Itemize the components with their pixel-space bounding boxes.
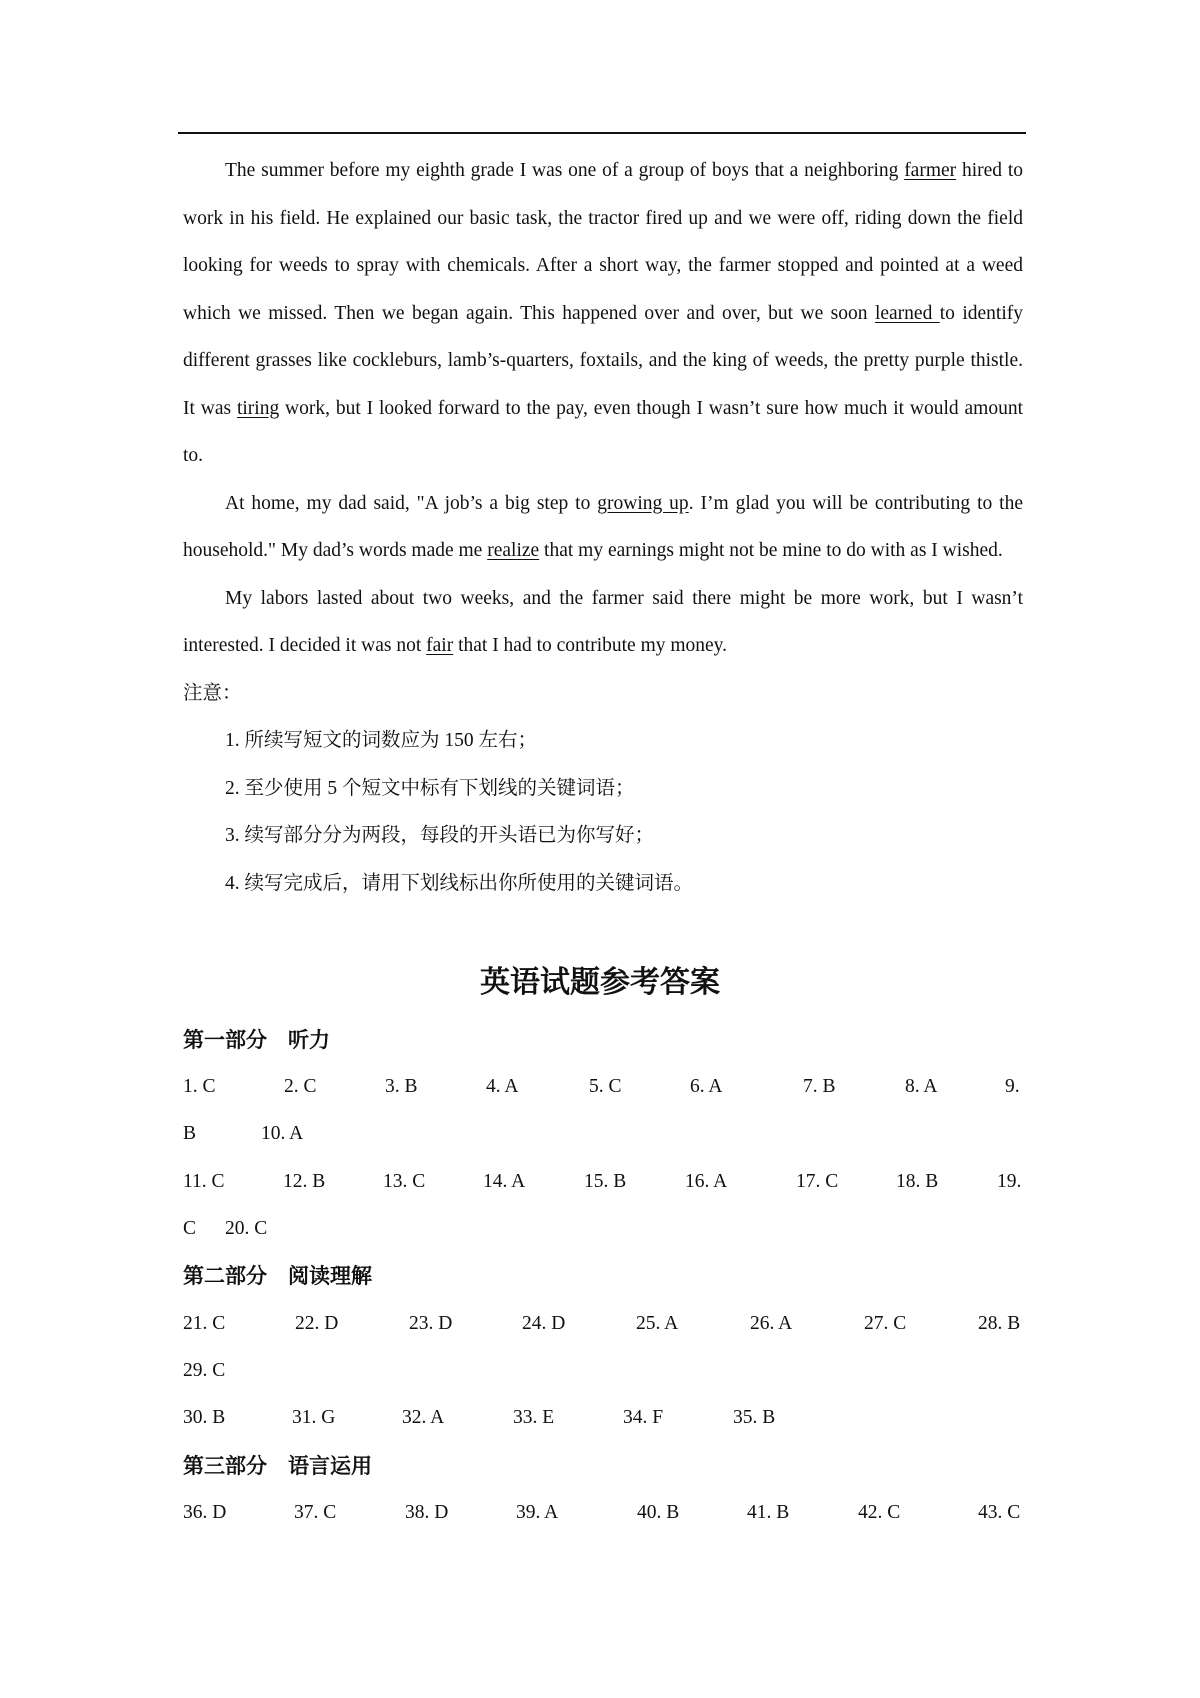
note-item-3: 3. 续写部分分为两段，每段的开头语已为你写好；	[225, 825, 655, 846]
keyword-realize: realize	[487, 540, 540, 561]
text-run: My labors lasted about two weeks, and the farmer said there might be more work, but I wasn’t interested. I decided it was not	[183, 587, 1023, 656]
keyword-tiring: tiring	[236, 397, 280, 419]
answer-item: 39. A	[516, 1502, 559, 1523]
answer-item: 16. A	[685, 1171, 728, 1192]
answer-item: 28. B	[978, 1313, 1021, 1334]
text-run: to identify different grasses like cockleburs, lamb’s-quarters, foxtails, and the king of weeds, the pretty purple thistle. It was	[183, 302, 1023, 419]
answer-item: 37. C	[294, 1502, 337, 1523]
keyword-growing-up: growing up	[597, 492, 689, 514]
text-run: . I’m glad you will be contributing to the household." My dad’s words made me	[183, 492, 1023, 561]
answer-item: 18. B	[896, 1171, 939, 1192]
answer-row	[183, 1209, 1028, 1249]
keyword-farmer: farmer	[904, 160, 957, 181]
answer-item: 26. A	[750, 1313, 793, 1334]
note-item-4: 4. 续写完成后，请用下划线标出你所使用的关键词语。	[225, 872, 694, 894]
answer-item: 5. C	[589, 1076, 622, 1097]
part2-heading: 第二部分 阅读理解	[183, 1264, 372, 1288]
answer-item: 22. D	[295, 1313, 339, 1334]
answer-item: 3. B	[385, 1076, 418, 1097]
answer-item: 35. B	[733, 1407, 776, 1428]
passage-paragraph-3	[183, 575, 1023, 670]
answer-item: 27. C	[864, 1313, 907, 1334]
part1-heading: 第一部分 听力	[183, 1028, 330, 1052]
answer-item: C	[183, 1218, 197, 1239]
answer-item: 13. C	[383, 1171, 426, 1192]
text-run: hired to work in his field. He explained our basic task, the tractor fired up and we were off, riding down the field looking for weeds to spray with chemicals. After a short way, the farmer stopped and pointed at a weed which we missed. Then we began again. This happened over and over, but we soon	[183, 160, 1024, 324]
answer-item: 10. A	[261, 1123, 304, 1144]
answer-item: 6. A	[690, 1076, 723, 1097]
passage-paragraph-2	[183, 480, 1023, 575]
answer-item: 24. D	[522, 1313, 566, 1334]
answer-row	[183, 1398, 1028, 1438]
answer-item: 41. B	[747, 1502, 790, 1523]
keyword-fair: fair	[426, 635, 454, 656]
answer-item: 25. A	[636, 1313, 679, 1334]
text-run: that I had to contribute my money.	[453, 635, 728, 656]
answer-item: 7. B	[803, 1076, 836, 1097]
answer-item: 42. C	[858, 1502, 901, 1523]
answer-item: 12. B	[283, 1171, 326, 1192]
header-rule	[178, 132, 1026, 134]
answer-item: 31. G	[292, 1407, 336, 1428]
answer-item: 40. B	[637, 1502, 680, 1523]
answer-item: 36. D	[183, 1502, 227, 1523]
text-run: work, but I looked forward to the pay, even though I wasn’t sure how much it would amount to.	[183, 397, 1023, 466]
text-run: The summer before my eighth grade I was one of a group of boys that a neighboring	[225, 160, 905, 181]
answer-item: 8. A	[905, 1076, 938, 1097]
answer-item: 17. C	[796, 1171, 839, 1192]
answer-item: 29. C	[183, 1360, 226, 1381]
answer-item: 32. A	[402, 1407, 445, 1428]
answer-key-title: 英语试题参考答案	[480, 965, 720, 1000]
answer-item: 23. D	[409, 1313, 453, 1334]
note-item-1: 1. 所续写短文的词数应为 150 左右；	[225, 730, 538, 751]
answer-item: 20. C	[225, 1218, 268, 1239]
answer-row	[183, 1067, 1028, 1107]
note-item-2: 2. 至少使用 5 个短文中标有下划线的关键词语；	[225, 777, 635, 799]
answer-item: 4. A	[486, 1076, 519, 1097]
answer-item: 34. F	[623, 1407, 664, 1428]
text-run: that my earnings might not be mine to do with as I wished.	[539, 540, 1003, 561]
answer-item: 43. C	[978, 1502, 1021, 1523]
answer-item: 2. C	[284, 1076, 317, 1097]
passage	[183, 147, 1023, 907]
text-run: At home, my dad said, "A job’s a big step to	[225, 492, 598, 514]
answer-item: 11. C	[183, 1171, 225, 1192]
answer-row	[183, 1114, 1028, 1154]
answer-item: 33. E	[513, 1407, 555, 1428]
answer-item: 19.	[997, 1171, 1022, 1192]
answer-item: 15. B	[584, 1171, 627, 1192]
answer-row	[183, 1351, 1028, 1391]
part3-heading: 第三部分 语言运用	[183, 1454, 372, 1478]
answer-row	[183, 1304, 1028, 1344]
answer-item: 1. C	[183, 1076, 216, 1097]
answer-item: B	[183, 1123, 197, 1144]
answer-row	[183, 1162, 1028, 1202]
passage-paragraph-1	[183, 147, 1023, 480]
answer-row	[183, 1493, 1028, 1533]
answer-item: 21. C	[183, 1313, 226, 1334]
answer-item: 14. A	[483, 1171, 526, 1192]
answer-item: 30. B	[183, 1407, 226, 1428]
answer-item: 38. D	[405, 1502, 449, 1523]
notes-title: 注意：	[183, 682, 242, 704]
answer-item: 9.	[1005, 1076, 1020, 1097]
keyword-learned: learned	[874, 302, 940, 324]
